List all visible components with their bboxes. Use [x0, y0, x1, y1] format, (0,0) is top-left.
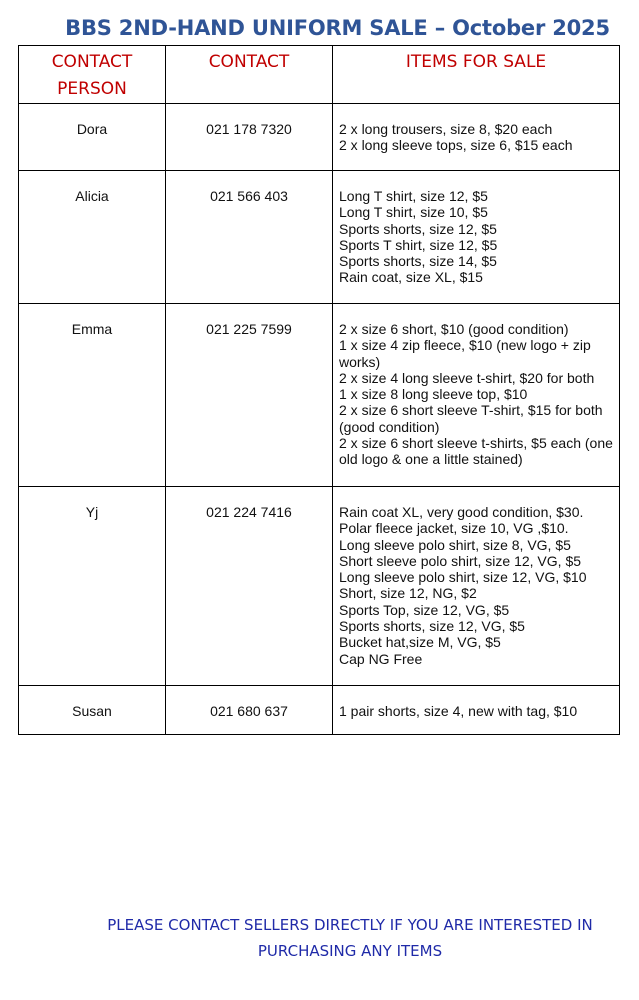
list-item: 2 x size 6 short, $10 (good condition) — [339, 321, 569, 337]
seller-items — [333, 686, 620, 735]
list-item: Sports shorts, size 12, VG, $5 — [339, 618, 525, 635]
list-item: Short, size 12, NG, $2 — [339, 585, 477, 602]
seller-items — [333, 171, 620, 304]
table-row — [19, 304, 620, 487]
seller-name: Emma — [19, 304, 166, 487]
list-item: Long T shirt, size 10, $5 — [339, 204, 488, 221]
seller-items — [333, 487, 620, 686]
footer-line-1: PLEASE CONTACT SELLERS DIRECTLY IF YOU ARE INTERESTED IN — [107, 916, 593, 934]
header-contact-person-line1: CONTACT — [51, 52, 133, 72]
seller-phone: 021 225 7599 — [166, 304, 333, 487]
table-row — [19, 104, 620, 171]
header-contact: CONTACT — [166, 46, 333, 104]
header-items: ITEMS FOR SALE — [333, 46, 620, 104]
seller-phone: 021 566 403 — [166, 171, 333, 304]
seller-items — [333, 304, 620, 487]
table-row — [19, 487, 620, 686]
list-item: Long T shirt, size 12, $5 — [339, 188, 488, 204]
seller-items — [333, 104, 620, 171]
footer-note — [70, 912, 630, 964]
table-row — [19, 171, 620, 304]
seller-name: Dora — [19, 104, 166, 171]
list-item: Long sleeve polo shirt, size 12, VG, $10 — [339, 569, 587, 586]
list-item: 1 pair shorts, size 4, new with tag, $10 — [339, 703, 578, 719]
list-item: 2 x size 4 long sleeve t-shirt, $20 for both — [339, 369, 595, 386]
list-item: 1 x size 8 long sleeve top, $10 — [339, 386, 528, 403]
seller-phone: 021 224 7416 — [166, 487, 333, 686]
list-item: 1 x size 4 zip fleece, $10 (new logo + zip works) — [339, 337, 591, 370]
list-item: Sports shorts, size 12, $5 — [339, 220, 497, 237]
list-item: Rain coat, size XL, $15 — [339, 269, 483, 286]
table-row — [19, 686, 620, 735]
list-item: Sports Top, size 12, VG, $5 — [339, 601, 510, 618]
list-item: 2 x long trousers, size 8, $20 each — [339, 121, 553, 137]
list-item: Cap NG Free — [339, 650, 423, 667]
list-item: Short sleeve polo shirt, size 12, VG, $5 — [339, 552, 582, 569]
list-item: Sports shorts, size 14, $5 — [339, 253, 497, 270]
list-item: Rain coat XL, very good condition, $30. — [339, 504, 584, 520]
header-contact-person — [19, 46, 166, 104]
list-item: Polar fleece jacket, size 10, VG ,$10. — [339, 520, 569, 537]
seller-phone: 021 680 637 — [166, 686, 333, 735]
header-row — [19, 46, 620, 104]
header-contact-person-line2: PERSON — [57, 79, 127, 99]
list-item: 2 x size 6 short sleeve T-shirt, $15 for both (good condition) — [339, 402, 603, 435]
seller-name: Susan — [19, 686, 166, 735]
list-item: Bucket hat,size M, VG, $5 — [339, 634, 501, 651]
seller-name: Alicia — [19, 171, 166, 304]
list-item: 2 x long sleeve tops, size 6, $15 each — [339, 137, 573, 154]
seller-phone: 021 178 7320 — [166, 104, 333, 171]
list-item: Sports T shirt, size 12, $5 — [339, 236, 498, 253]
list-item: 2 x size 6 short sleeve t-shirts, $5 each (one old logo & one a little stained) — [339, 435, 613, 468]
page-title: BBS 2ND-HAND UNIFORM SALE – October 2025 — [65, 16, 610, 40]
footer-line-2: PURCHASING ANY ITEMS — [257, 942, 443, 960]
list-item: Long sleeve polo shirt, size 8, VG, $5 — [339, 536, 571, 553]
sale-table — [18, 45, 620, 735]
seller-name: Yj — [19, 487, 166, 686]
